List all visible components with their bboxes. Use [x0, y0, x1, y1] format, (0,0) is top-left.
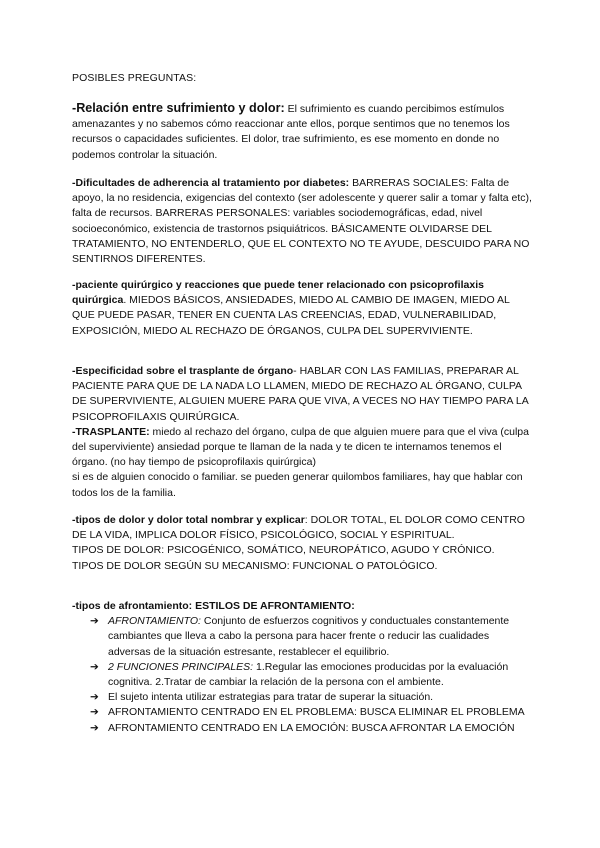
- list-item: [72, 660, 532, 690]
- section-coping-types: [72, 599, 532, 736]
- section-heading: -tipos de dolor y dolor total nombrar y explicar: [72, 514, 305, 526]
- arrow-icon: ➔: [90, 660, 99, 673]
- paragraph: [72, 101, 532, 163]
- item-text: 1.Regular las emociones producidas por la evaluación cognitiva. 2.Tratar de cambiar la relación de la persona con el ambiente.: [108, 660, 509, 689]
- section-diabetes-adherence: [72, 176, 532, 267]
- paragraph: [72, 176, 532, 267]
- section-subheading: -TRASPLANTE:: [72, 425, 150, 438]
- section-heading: -Relación entre sufrimiento y dolor:: [72, 101, 285, 115]
- section-body: : DOLOR TOTAL, EL DOLOR COMO CENTRO DE LA VIDA, IMPLICA DOLOR FÍSICO, PSICOLÓGICO, SOCIAL Y ESPIRITUAL.: [72, 514, 525, 542]
- arrow-icon: ➔: [90, 691, 99, 704]
- section-body: miedo al rechazo del órgano, culpa de que alguien muere para que el viva (culpa del superviviente) ansiedad porque te llaman de la nada y te dicen te internamos tenemos el órgano. (no hay tiempo de psicoprofilaxis quirúrgica): [72, 425, 529, 469]
- arrow-icon: ➔: [90, 615, 99, 628]
- paragraph: si es de alguien conocido o familiar. se pueden generar quilombos familiares, hay que hablar con todos los de la familia.: [72, 471, 523, 499]
- section-organ-transplant: [72, 364, 532, 501]
- section-suffering-pain: [72, 101, 532, 163]
- paragraph: TIPOS DE DOLOR: PSICOGÉNICO, SOMÁTICO, NEUROPÁTICO, AGUDO Y CRÓNICO.: [72, 544, 495, 557]
- arrow-icon: ➔: [90, 706, 99, 719]
- coping-list: [72, 614, 532, 736]
- item-text: Conjunto de esfuerzos cognitivos y conductuales constantemente cambiantes que lleva a cabo la persona para hacer frente o reducir las cualidades adversas de la situación estresante, restablecer el equilibrio.: [108, 615, 510, 658]
- paragraph: [72, 364, 532, 425]
- item-text: AFRONTAMIENTO CENTRADO EN LA EMOCIÓN: BUSCA AFRONTAR LA EMOCIÓN: [108, 721, 515, 734]
- item-text: AFRONTAMIENTO CENTRADO EN EL PROBLEMA: BUSCA ELIMINAR EL PROBLEMA: [108, 706, 525, 719]
- list-item: [72, 690, 532, 705]
- list-item: [72, 614, 532, 660]
- section-body: BARRERAS SOCIALES: Falta de apoyo, la no residencia, exigencias del contexto (ser adolescente y querer salir a tomar y falta etc), falta de recursos. BARRERAS PERSONALES: variables sociodemográficas, edad, nivel socioeconómico, existencia de trastornos psiquiátricos. BÁSICAMENTE OLVIDARSE DEL TRATAMIENTO, NO ENTENDERLO, QUE EL CONTEXTO NO TE AYUDE, DESCUIDO PARA NO SENTIRNOS DIFERENTES.: [72, 177, 532, 266]
- section-heading: -Especificidad sobre el trasplante de órgano: [72, 365, 294, 377]
- arrow-icon: ➔: [90, 721, 99, 734]
- list-item: [72, 705, 532, 720]
- section-heading: -tipos de afrontamiento: ESTILOS DE AFRONTAMIENTO:: [72, 600, 355, 612]
- paragraph: TIPOS DE DOLOR SEGÚN SU MECANISMO: FUNCIONAL O PATOLÓGICO.: [72, 559, 438, 572]
- item-label: 2 FUNCIONES PRINCIPALES:: [108, 660, 254, 673]
- section-body: . MIEDOS BÁSICOS, ANSIEDADES, MIEDO AL CAMBIO DE IMAGEN, MIEDO AL QUE PUEDE PASAR, TENER EN CUENTA LAS CREENCIAS, EDAD, VULNERABILIDAD, EXPOSICIÓN, MIEDO AL RECHAZO DE ÓRGANOS, CULPA DEL SUPERVIVIENTE.: [72, 294, 510, 337]
- item-text: El sujeto intenta utilizar estrategias para tratar de superar la situación.: [108, 691, 434, 704]
- section-body: El sufrimiento es cuando percibimos estímulos amenazantes y no sabemos cómo reaccionar ante ellos, porque sentimos que no tenemos los recursos o capacidades suficientes. El dolor, trae sufrimiento, es ese momento en donde no podemos controlar la situación.: [72, 103, 510, 161]
- section-heading: -Dificultades de adherencia al tratamiento por diabetes:: [72, 177, 350, 189]
- document-title: POSIBLES PREGUNTAS:: [72, 72, 197, 84]
- paragraph: [72, 425, 532, 471]
- section-surgical-patient: [72, 278, 532, 339]
- paragraph: [72, 278, 532, 339]
- section-heading: -paciente quirúrgico y reacciones que puede tener relacionado con psicoprofilaxis quirúrgica: [72, 279, 484, 307]
- section-body: - HABLAR CON LAS FAMILIAS, PREPARAR AL PACIENTE PARA QUE DE LA NADA LO LLAMEN, MIEDO DE RECHAZO AL ÓRGANO, CULPA DE SUPERVIVIENTE, ALGUIEN MUERE PARA QUE VIVA, A VECES NO HAY TIEMPO PARA LA PSICOPROFILAXIS QUIRÚRGICA.: [72, 365, 529, 423]
- section-pain-types: [72, 513, 532, 574]
- item-label: AFRONTAMIENTO:: [108, 615, 201, 628]
- paragraph: [72, 513, 532, 543]
- list-item: [72, 721, 532, 736]
